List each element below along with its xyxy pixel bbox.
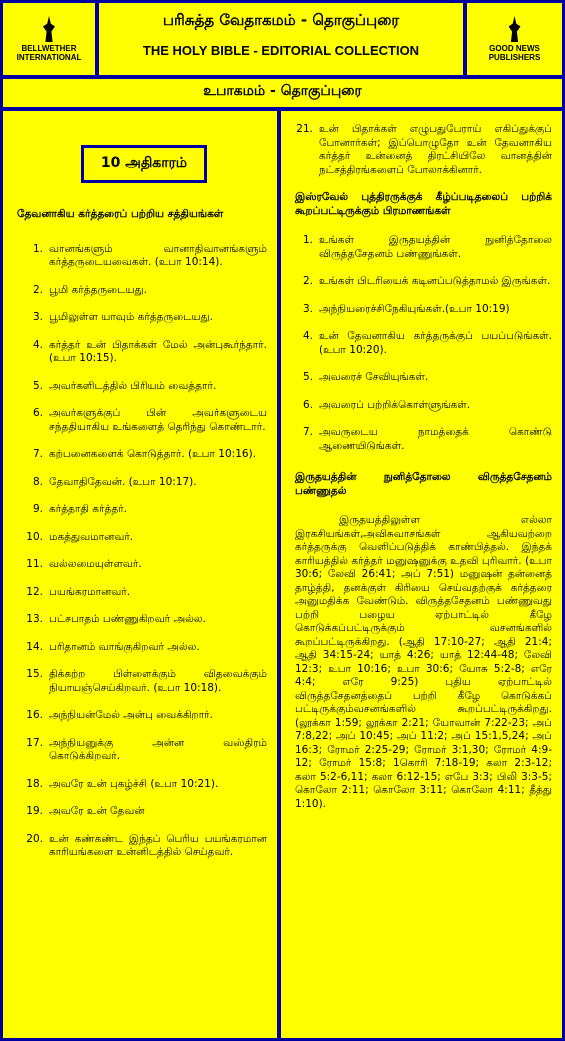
item-text: அவரே உன் தேவன் [49, 805, 145, 817]
list-item [17, 243, 267, 270]
list-item [287, 371, 552, 385]
item-number: 17. [26, 736, 43, 749]
item-text: அவர்களிடத்தில் பிரியம் வைத்தார். [49, 379, 217, 392]
item-number: 18. [26, 777, 43, 790]
list-item [17, 448, 267, 462]
list-item [287, 303, 552, 317]
item-text: அவர்களுக்குப் பின் அவர்களுடைய சந்ததியாகிய உங்களைத் தெரிந்து கொண்டார். [49, 407, 267, 433]
item-text: உங்கள் இருதயத்தின் நுனித்தோலை விருத்தசேதனம் பண்ணுங்கள். [319, 234, 552, 260]
good-news-logo [467, 3, 562, 75]
list-item [17, 503, 267, 517]
item-number: 6. [32, 407, 43, 419]
item-text: அந்நியனுக்கு அன்ன வஸ்திரம் கொடுக்கிறவர். [49, 736, 267, 762]
list-item [287, 234, 552, 261]
item-text: அவரைச் சேவியுங்கள். [319, 371, 429, 383]
item-text: உங்கள் பிடரியைக் கடினப்படுத்தாமல் இருங்கள். [319, 275, 551, 287]
section-heading-commands: இஸ்ரவேல் புத்திரருக்குக் கீழ்ப்படிதலைப் பற்றிக் கூறப்பட்டிருக்கும் பிரமாணங்கள் [295, 191, 552, 217]
list-item [17, 668, 267, 695]
torch-icon [509, 16, 521, 42]
item-number: 8. [32, 475, 43, 488]
item-number: 4. [302, 330, 313, 342]
item-number: 7. [302, 426, 313, 438]
book-subtitle: உபாகமம் - தொகுப்புரை [3, 79, 562, 107]
item-text: கற்பனைகளைக் கொடுத்தார். (உபா 10:16). [49, 448, 257, 460]
item-number: 11. [26, 558, 43, 570]
item-number: 1. [32, 242, 43, 255]
item-text: வானங்களும் வானாதிவானங்களும் கர்த்தருடையவைகள். (உபா 10:14). [49, 242, 267, 268]
item-text: அந்நியரைச்சிநேகியுங்கள்.(உபா 10:19) [319, 302, 510, 315]
list-item [287, 426, 552, 453]
list-item [17, 805, 267, 819]
list-item [287, 330, 552, 357]
item-number: 15. [26, 668, 43, 680]
item-text: பரிதானம் வாங்குகிறவர் அல்ல. [49, 640, 200, 653]
item-text: அந்நியன்மேல் அன்பு வைக்கிறார். [49, 709, 214, 721]
header-title [99, 3, 463, 75]
item-text: பயங்கரமானவர். [49, 585, 131, 598]
item-number: 5. [302, 371, 313, 383]
item-text: தேவாதிதேவன். (உபா 10:17). [49, 475, 197, 488]
item-number: 9. [32, 503, 43, 515]
item-text: திக்கற்ற பிள்ளைக்கும் விதவைக்கும் நியாயஞ்செய்கிறவர். (உபா 10:18). [49, 668, 267, 694]
list-item [17, 833, 267, 860]
item-text: பட்சபாதம் பண்ணுகிறவர் அல்ல. [49, 613, 206, 625]
list-item [17, 641, 267, 655]
bellwether-logo [3, 3, 95, 75]
list-item [17, 558, 267, 572]
item-number: 7. [32, 448, 43, 460]
item-number: 21. [296, 123, 313, 135]
item-number: 10. [26, 530, 43, 543]
torch-icon [43, 16, 55, 42]
item-text: அவரே உன் புகழ்ச்சி (உபா 10:21). [49, 777, 219, 790]
item-number: 6. [302, 398, 313, 411]
list-item [17, 709, 267, 723]
item-text: கர்த்தாதி கர்த்தர். [49, 503, 128, 515]
section-heading-circumcision: இருதயத்தின் நுனித்தோலை விருத்தசேதனம் பண்ணுதல் [295, 471, 552, 497]
list-item [287, 399, 552, 413]
item-number: 2. [32, 283, 43, 296]
list-item [17, 778, 267, 792]
item-text: உன் பிதாக்கள் எழுபதுபேராய் எகிப்துக்குப் போனார்கள்; இப்பொழுதோ உன் தேவனாகிய கர்த்தர் உன்னைத் திரட்சியிலே வானத்தின் நட்சத்திரங்களைப் போலாக்கினார். [319, 123, 552, 176]
item-text: கர்த்தர் உன் பிதாக்கள் மேல் அன்புகூர்ந்தார். (உபா 10:15). [49, 338, 267, 364]
commands-list [287, 234, 552, 453]
item-text: பூமி கர்த்தருடையது. [49, 283, 147, 296]
item-number: 5. [32, 379, 43, 392]
right-column [281, 111, 562, 1038]
list-item [287, 123, 552, 177]
item-text: வல்லமையுள்ளவர். [49, 558, 142, 570]
list-item [17, 339, 267, 366]
list-item [17, 476, 267, 490]
item-number: 12. [26, 585, 43, 598]
list-item [17, 407, 267, 434]
item-number: 20. [26, 832, 43, 845]
title-english: THE HOLY BIBLE - EDITORIAL COLLECTION [142, 43, 420, 58]
bellwether-logo-text: BELLWETHER INTERNATIONAL [16, 44, 82, 62]
item-number: 3. [32, 311, 43, 323]
item-text: உன் தேவனாகிய கர்த்தருக்குப் பயப்படுங்கள். (உபா 10:20). [319, 330, 552, 356]
list-item [17, 380, 267, 394]
list-item [17, 737, 267, 764]
title-tamil: பரிசுத்த வேதாகமம் - தொகுப்புரை [162, 11, 400, 29]
list-item [17, 284, 267, 298]
list-item [17, 613, 267, 627]
item-number: 16. [26, 709, 43, 721]
chapter-heading: 10 அதிகாரம் [81, 145, 207, 183]
list-item [17, 311, 267, 325]
item-text: மகத்துவமானவர். [49, 530, 134, 543]
truths-list-continued [287, 123, 552, 177]
truths-list [17, 243, 267, 860]
item-number: 2. [302, 275, 313, 287]
good-news-logo-text: GOOD NEWS PUBLISHERS [488, 44, 541, 62]
item-number: 3. [302, 302, 313, 315]
item-number: 4. [32, 338, 43, 351]
item-number: 14. [26, 640, 43, 653]
circumcision-paragraph: இருதயத்திலுள்ள எல்லா இரகசியங்கள்,அவிசுவாசங்கள் ஆகியவற்றை கர்த்தருக்கு வெளிப்படுத்திக் காண்பித்தல். இந்தக் காரியத்தில் கர்த்தர் மனுஷனுக்கு உதவி புரிவார். (உபா 30:6; லேவி 26:41; அப் 7:51) மனுஷன் தன்னைத் தாழ்த்தி, தனக்குள் கிரியை செய்வதற்குக் கர்த்தரை அனுமதிக்க வேண்டும். விருத்தசேதனம் பண்ணுவது பற்றி பழைய ஏற்பாட்டில் கீழே கொடுக்கப்பட்டிருக்கும் வசனங்களில் கூறப்பட்டிருக்கிறது. (ஆதி 17:10-27; ஆதி 21:4; ஆதி 34:15-24; யாத் 4:26; யாத் 12:44-48; லேவி 12:3; உபா 10:16; உபா 30:6; யோசு 5:2-8; எரே 4:4; எரே 9:25) புதிய ஏற்பாட்டில் விருத்தசேதனத்தைப் பற்றி கீழே கொடுக்கப் பட்டிருக்கும்வசனங்களில் கூறப்பட்டிருக்கிறது. (லூக்கா 1:59; லூக்கா 2:21; யோவான் 7:22-23; அப் 7:8,22; அப் 10:45; அப் 11:2; அப் 15:1,5,24; அப் 16:3; ரோமர் 2:25-29; ரோமர் 3:1,30; ரோமர் 4:9-12; ரோமர் 15:8; 1கொரி 7:18-19; கலா 2:3-12; கலா 5:2-6,11; கலா 6:12-15; எபே 3:3; பிலி 3:3-5; கொலோ 2:11; கொலோ 3:11; கொலோ 4:11; தீத்து 1:10). [295, 514, 552, 810]
left-column [3, 111, 277, 1038]
item-text: உன் கண்கண்ட இந்தப் பெரிய பயங்கரமான காரியங்களை உன்னிடத்தில் செய்தவர். [49, 832, 267, 858]
list-item [17, 586, 267, 600]
item-text: பூமிலுள்ள யாவும் கர்த்தருடையது. [49, 311, 213, 323]
list-item [17, 531, 267, 545]
list-item [287, 275, 552, 289]
item-number: 1. [302, 234, 313, 246]
item-text: அவரைப் பற்றிக்கொள்ளுங்கள். [319, 398, 471, 411]
item-text: அவருடைய நாமத்தைக் கொண்டு ஆணையிடுங்கள். [319, 426, 552, 452]
section-heading-truths: தேவனாகிய கர்த்தரைப் பற்றிய சத்தியங்கள் [17, 208, 224, 220]
item-number: 19. [26, 805, 43, 817]
item-number: 13. [26, 613, 43, 625]
